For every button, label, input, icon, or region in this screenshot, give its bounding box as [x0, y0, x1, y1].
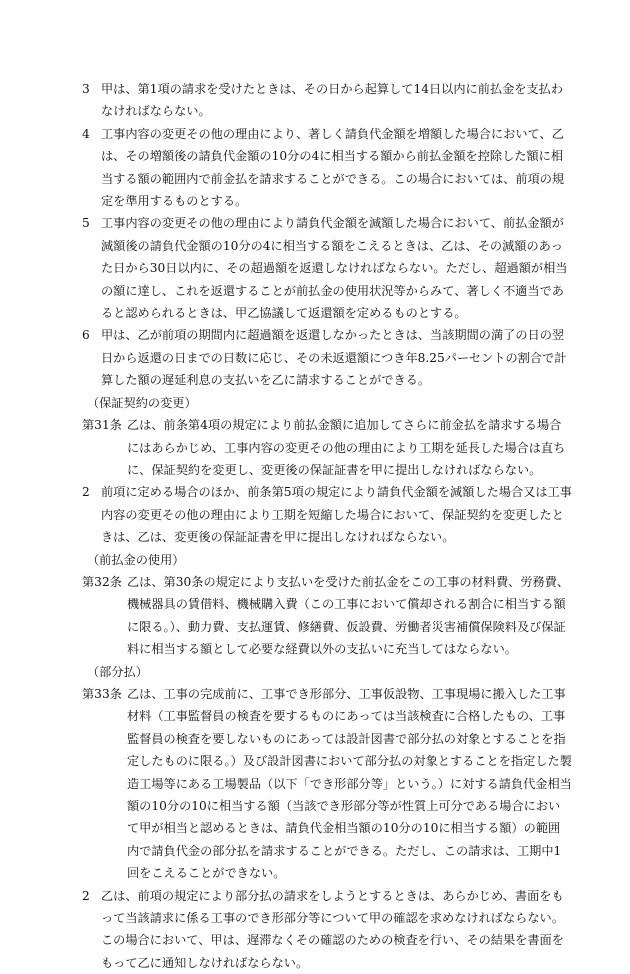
clause-30-5: [82, 212, 572, 324]
article-number: 第31条: [82, 418, 122, 433]
article-text: 乙は、第30条の規定により支払いを受けた前払金をこの工事の材料費、労務費、機械器具の賃借料、機械購入費（この工事において償却される割合に相当する額に限る。）、動力費、支払運賃、修繕費、仮設費、労働者災害補償保険料及び保証料に相当する額として必要な経費以外の支払いに充当してはならない。: [127, 574, 570, 657]
article-33: [82, 683, 572, 885]
clause-number: 2: [82, 485, 90, 500]
clause-number: 5: [82, 216, 90, 231]
clause-number: 4: [82, 126, 90, 141]
article-number: 第33条: [82, 686, 122, 701]
clause-30-3: [82, 78, 572, 123]
article-text: 乙は、前条第4項の規定により前払金額に追加してさらに前金払を請求する場合にはあらかじめ、工事内容の変更その他の理由により工期を延長した場合は直ちに、保証契約を変更し、変更後の保証証書を甲に提出しなければならない。: [127, 418, 566, 477]
clause-31-2: [82, 481, 572, 548]
article-32-caption: （前払金の使用）: [87, 552, 185, 567]
clause-text: 工事内容の変更その他の理由により、著しく請負代金額を増額した場合において、乙は、その増額後の請負代金額の10分の4に相当する額から前払金額を控除した額に相当する額の範囲内で前金払を請求することができる。この場合においては、前項の規定を準用するものとする。: [101, 126, 565, 209]
clause-text: 甲は、乙が前項の期間内に超過額を返還しなかったときは、当該期間の満了の日の翌日から返還の日までの日数に応じ、その未返還額につき年8.25パーセントの割合で計算した額の遅延利息の支払いを乙に請求することができる。: [101, 328, 567, 388]
article-text: 乙は、工事の完成前に、工事でき形部分、工事仮設物、工事現場に搬入した工事材料（工事監督員の検査を要するものにあっては当該検査に合格したもの、工事監督員の検査を要しないものにあっては設計図書で部分払の対象とすることを指定したものに限る。）及び設計図書において部分払の対象とすることを指定した製造工場等にある工場製品（以下「でき形部分等」という。）に対する請負代金相当額の10分の10に相当する額（当該でき形部分等が性質上可分である場合において甲が相当と認めるときは、請負代金相当額の10分の10に相当する額）の範囲内で請負代金の部分払を請求することができる。ただし、この請求は、工期中1回をこえることができない。: [127, 686, 572, 881]
article-31-caption: （保証契約の変更）: [87, 395, 197, 410]
article-number: 第32条: [82, 574, 122, 589]
clause-text: 乙は、前項の規定により部分払の請求をしようとするときは、あらかじめ、書面をもって当該請求に係る工事のでき形部分等について甲の確認を求めなければならない。この場合において、甲は、遅滞なくその確認のための検査を行い、その結果を書面をもって乙に通知しなければならない。: [101, 888, 564, 970]
article-33-caption: （部分払）: [87, 664, 148, 679]
clause-text: 甲は、第1項の請求を受けたときは、その日から起算して14日以内に前払金を支払わなければならない。: [101, 82, 564, 119]
clause-text: 前項に定める場合のほか、前条第5項の規定により請負代金額を減額した場合又は工事内容の変更その他の理由により工期を短縮した場合において、保証契約を変更したときは、乙は、変更後の保証証書を甲に提出しなければならない。: [101, 485, 572, 545]
clause-number: 6: [82, 328, 90, 343]
clause-number: 2: [82, 888, 90, 903]
clause-33-2: [82, 885, 572, 974]
clause-30-4: [82, 123, 572, 213]
clause-text: 工事内容の変更その他の理由により請負代金額を減額した場合において、前払金額が減額後の請負代金額の10分の4に相当する額をこえるときは、乙は、その減額のあった日から30日以内に、その超過額を返還しなければならない。ただし、超過額が相当の額に達し、これを返還することが前払金の使用状況等からみて、著しく不適当であると認められるときは、甲乙協議して返還額を定めるものとする。: [101, 216, 568, 321]
article-31: [82, 414, 572, 481]
clause-number: 3: [82, 82, 90, 96]
clause-30-6: [82, 324, 572, 391]
article-32: [82, 571, 572, 661]
